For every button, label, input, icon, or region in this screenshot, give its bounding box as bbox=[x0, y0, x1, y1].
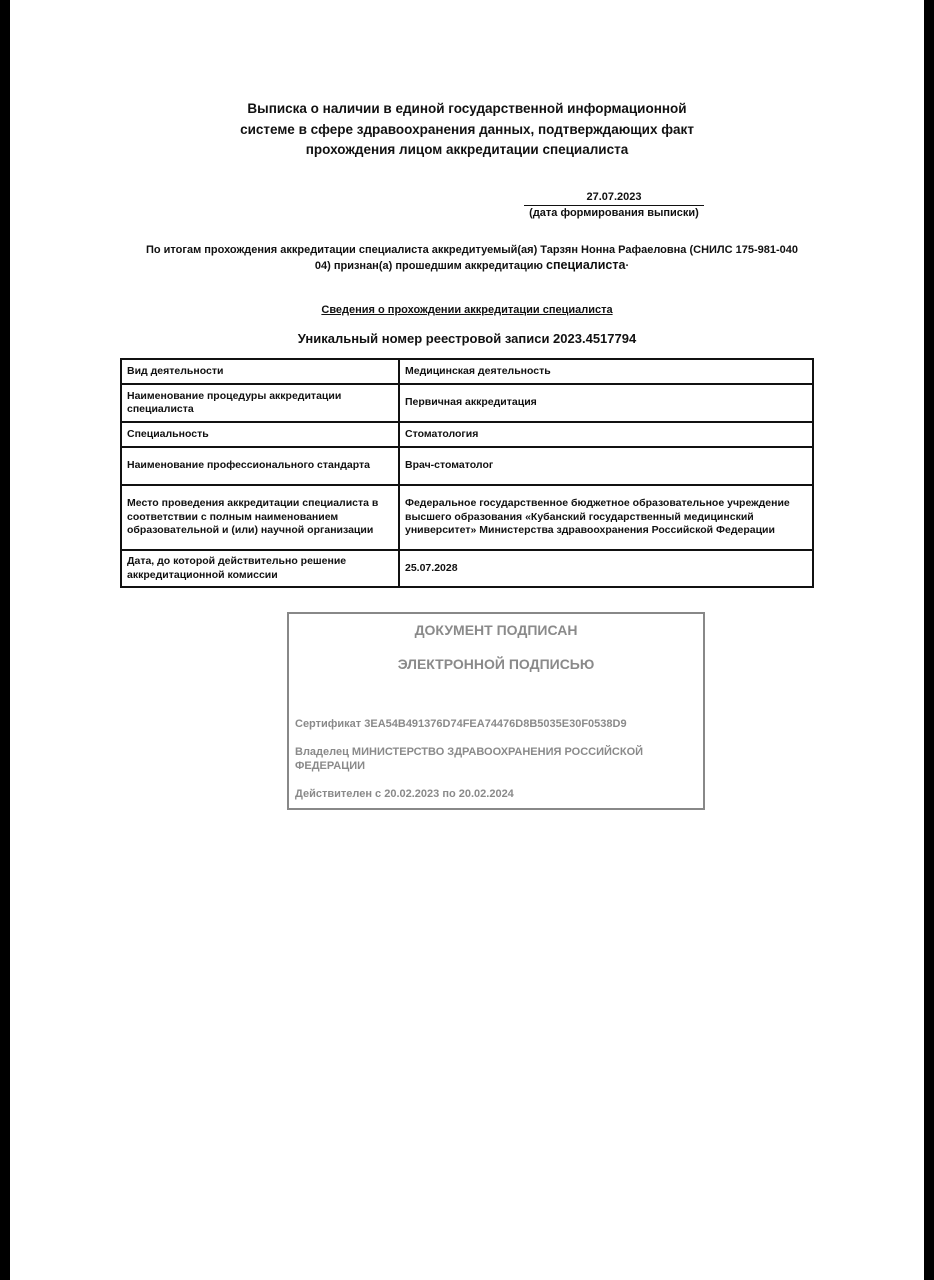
date-block bbox=[524, 191, 704, 221]
table-row bbox=[121, 384, 813, 422]
intro-line-2-start: 04) признан(а) прошедшим аккредитацию bbox=[314, 260, 543, 272]
intro-line-1: По итогам прохождения аккредитации специалиста аккредитуемый(ая) Тарзян Нонна Рафаеловна (СНИЛС 175-981-040 bbox=[145, 244, 799, 256]
stamp-owner: Владелец МИНИСТЕРСТВО ЗДРАВООХРАНЕНИЯ РОССИЙСКОЙ ФЕДЕРАЦИИ bbox=[295, 746, 644, 772]
row-label: Наименование процедуры аккредитации специалиста bbox=[121, 384, 399, 422]
row-value: Врач-стоматолог bbox=[399, 447, 813, 485]
row-value: Первичная аккредитация bbox=[399, 384, 813, 422]
row-value: Федеральное государственное бюджетное образовательное учреждение высшего образования «Кубанский государственный медицинский университет» Министерства здравоохранения Российской Федерации bbox=[399, 485, 813, 550]
document-page bbox=[10, 0, 924, 1280]
stamp-validity: Действителен с 20.02.2023 по 20.02.2024 bbox=[295, 788, 514, 800]
row-label: Место проведения аккредитации специалиста в соответствии с полным наименованием образовательной и (или) научной организации bbox=[121, 485, 399, 550]
table-row bbox=[121, 447, 813, 485]
electronic-signature-stamp bbox=[287, 612, 705, 810]
row-value: Стоматология bbox=[399, 422, 813, 447]
intro-line-2: 04) признан(а) прошедшим аккредитацию специалиста· bbox=[314, 258, 630, 272]
row-value: Медицинская деятельность bbox=[399, 359, 813, 384]
formation-date-caption: (дата формирования выписки) bbox=[529, 207, 699, 219]
row-label: Наименование профессионального стандарта bbox=[121, 447, 399, 485]
intro-paragraph bbox=[122, 243, 822, 274]
title-line-3: прохождения лицом аккредитации специалиста bbox=[305, 142, 629, 157]
row-label: Специальность bbox=[121, 422, 399, 447]
table-row bbox=[121, 550, 813, 587]
title-line-1: Выписка о наличии в единой государственной информационной bbox=[247, 101, 687, 116]
section-title: Сведения о прохождении аккредитации специалиста bbox=[321, 304, 613, 316]
table-row bbox=[121, 485, 813, 550]
accreditation-table bbox=[120, 358, 814, 588]
stamp-line-2: ЭЛЕКТРОННОЙ ПОДПИСЬЮ bbox=[397, 656, 595, 672]
intro-line-2-end: специалиста bbox=[546, 258, 626, 272]
row-value: 25.07.2028 bbox=[399, 550, 813, 587]
document-title bbox=[10, 99, 924, 161]
title-line-2: системе в сфере здравоохранения данных, подтверждающих факт bbox=[240, 121, 694, 137]
formation-date: 27.07.2023 bbox=[524, 191, 704, 206]
table-row bbox=[121, 359, 813, 384]
stamp-certificate: Сертификат 3EA54B491376D74FEA74476D8B5035E30F0538D9 bbox=[295, 718, 627, 730]
stamp-line-1: ДОКУМЕНТ ПОДПИСАН bbox=[414, 622, 578, 638]
row-label: Дата, до которой действительно решение аккредитационной комиссии bbox=[121, 550, 399, 587]
table-row bbox=[121, 422, 813, 447]
registry-number: Уникальный номер реестровой записи 2023.4517794 bbox=[297, 331, 637, 346]
row-label: Вид деятельности bbox=[121, 359, 399, 384]
